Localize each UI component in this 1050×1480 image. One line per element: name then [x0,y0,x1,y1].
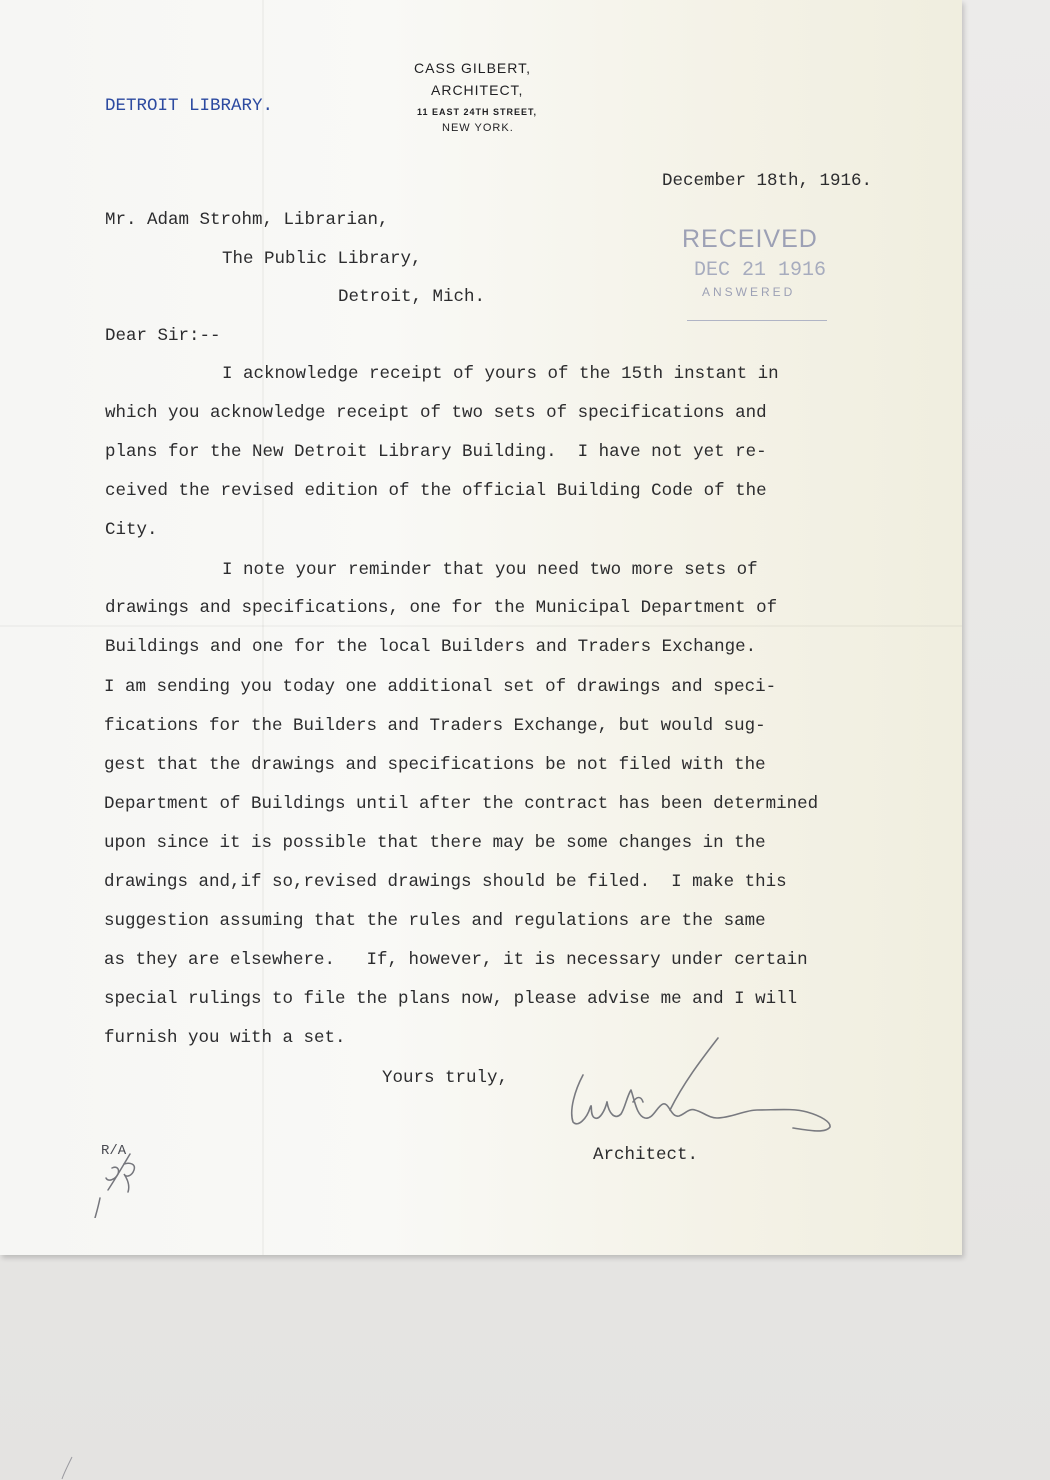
body-line: furnish you with a set. [104,1028,346,1048]
addressee-line-2: The Public Library, [222,249,422,269]
body-line: suggestion assuming that the rules and regulations are the same [104,911,766,931]
body-line: fications for the Builders and Traders Exchange, but would sug- [104,716,766,736]
body-line: City. [105,520,158,540]
stamp-answered: ANSWERED [702,285,796,299]
body-line: I am sending you today one additional set of drawings and speci- [104,677,777,697]
body-line: upon since it is possible that there may be some changes in the [104,833,766,853]
stamp-date: DEC 21 1916 [694,259,827,282]
letterhead-title: ARCHITECT, [431,82,524,98]
letterhead-street: 11 EAST 24TH STREET, [417,107,538,117]
body-line: Buildings and one for the local Builders and Traders Exchange. [105,637,757,657]
body-line: gest that the drawings and specifications be not filed with the [104,755,766,775]
body-line: as they are elsewhere. If, however, it is necessary under certain [104,950,808,970]
addressee-line-1: Mr. Adam Strohm, Librarian, [105,210,389,230]
signature-title: Architect. [593,1145,699,1165]
paper-fold-horizontal [0,625,962,627]
letter-date: December 18th, 1916. [662,171,873,191]
handwritten-initials [90,1138,150,1218]
body-line: special rulings to file the plans now, please advise me and I will [104,989,798,1009]
received-stamp [682,215,832,330]
typist-initials: R/A [101,1143,127,1159]
body-line: drawings and specifications, one for the Municipal Department of [105,598,778,618]
stamp-rule [687,320,827,321]
stamp-received: RECEIVED [682,225,818,253]
letterhead-city: NEW YORK. [442,122,514,134]
signature [545,1030,845,1140]
paper-fold [262,0,264,1255]
body-line: ceived the revised edition of the official Building Code of the [105,481,767,501]
letterhead-name: CASS GILBERT, [414,60,532,76]
closing: Yours truly, [382,1068,509,1088]
body-line: I acknowledge receipt of yours of the 15th instant in [222,364,779,384]
salutation: Dear Sir:-- [105,326,221,346]
body-line: Department of Buildings until after the contract has been determined [104,794,819,814]
addressee-line-3: Detroit, Mich. [338,287,486,307]
body-line: which you acknowledge receipt of two sets of specifications and [105,403,767,423]
edge-mark [58,1455,78,1480]
body-line: I note your reminder that you need two more sets of [222,560,758,580]
body-line: drawings and,if so,revised drawings should be filed. I make this [104,872,787,892]
file-label: DETROIT LIBRARY. [105,96,274,116]
body-line: plans for the New Detroit Library Building. I have not yet re- [105,442,767,462]
